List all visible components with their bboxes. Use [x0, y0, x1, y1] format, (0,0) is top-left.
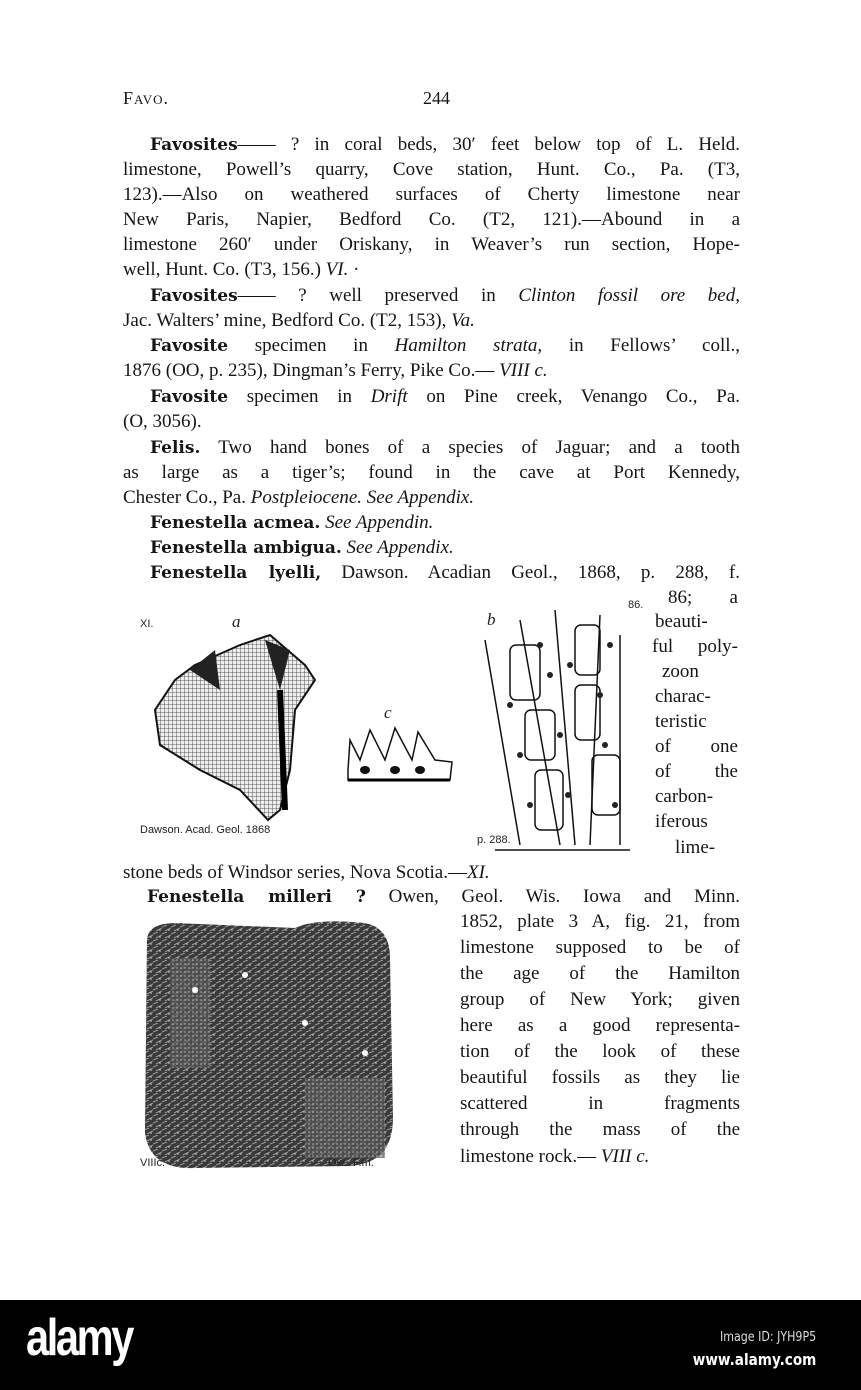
text-line	[150, 435, 740, 461]
text-run: 123).—Also on weathered surfaces of Cherty limestone near	[123, 184, 740, 205]
text-line	[123, 308, 740, 334]
text-line	[123, 257, 740, 283]
entry-term: Felis.	[150, 438, 201, 458]
page-number: 244	[423, 88, 450, 108]
fan-fossil-illustration	[140, 620, 340, 830]
watermark-url[interactable]: www.alamy.com	[692, 1350, 816, 1369]
text-line	[150, 510, 740, 536]
text-run: (O, 3056).	[123, 411, 202, 432]
text-line	[460, 987, 740, 1013]
figure-label-left: VIIIc.	[140, 1157, 166, 1169]
figure-label-b: b	[487, 610, 496, 629]
text-line	[150, 283, 740, 309]
italic-text: Va.	[451, 310, 475, 331]
text-run: —— ? in coral beds, 30′ feet below top of L. Held.	[237, 134, 740, 155]
text-line	[655, 609, 738, 635]
page-reference: p. 288.	[477, 834, 511, 846]
text-line	[460, 1091, 740, 1117]
text-line	[460, 935, 740, 961]
text-run: the age of the Hamilton	[460, 963, 740, 984]
text-run: Chester Co., Pa.	[123, 487, 251, 508]
text-line	[655, 709, 738, 735]
text-line	[460, 1144, 740, 1170]
text-run: group of New York; given	[460, 989, 740, 1010]
text-run: Jac. Walters’ mine, Bedford Co. (T2, 153),	[123, 310, 452, 331]
text-run: charac-	[655, 686, 711, 707]
text-run: ·	[348, 259, 360, 280]
text-run: specimen in	[228, 335, 395, 356]
italic-text: Clinton fossil ore bed,	[518, 285, 740, 306]
text-line	[123, 485, 740, 511]
text-run: specimen in	[228, 386, 371, 407]
text-line	[460, 1117, 740, 1143]
figure-label-right: Ow. F.m.	[328, 1157, 374, 1169]
entry-term: Favosites	[150, 135, 238, 155]
text-run: on Pine creek, Venango Co., Pa.	[407, 386, 741, 407]
text-line	[460, 1039, 740, 1065]
italic-text: See Appendix.	[346, 537, 454, 558]
text-run: of one	[655, 736, 738, 757]
text-run: beautiful fossils as they lie	[460, 1067, 740, 1088]
text-run: lime-	[675, 837, 716, 858]
running-head: Favo.	[123, 88, 169, 108]
text-run: —— ? well preserved in	[237, 285, 519, 306]
text-run: stone beds of Windsor series, Nova Scotia.—	[123, 862, 467, 883]
italic-text: VIII c.	[600, 1146, 650, 1167]
italic-text: Hamilton strata,	[394, 335, 543, 356]
text-line	[123, 232, 740, 258]
italic-text: Postpleiocene. See Appendix.	[250, 487, 475, 508]
polyzoon-branch-illustration	[480, 605, 645, 855]
text-line	[675, 835, 740, 861]
text-line	[662, 659, 730, 685]
text-run: zoon	[662, 661, 699, 682]
figure-label-c: c	[384, 703, 392, 722]
entry-term: Favosite	[150, 336, 229, 356]
text-run: tion of the look of these	[460, 1041, 740, 1062]
text-line	[150, 384, 740, 410]
text-run: limestone rock.—	[460, 1146, 601, 1167]
text-line	[123, 860, 740, 886]
text-line	[123, 207, 740, 233]
text-run: limestone supposed to be of	[460, 937, 740, 958]
text-run: 86; a	[668, 587, 738, 608]
text-run: 1876 (OO, p. 235), Dingman’s Ferry, Pike Co.—	[123, 360, 500, 381]
text-line	[123, 157, 740, 183]
alamy-logo: alamy	[26, 1309, 132, 1367]
text-line	[150, 560, 740, 586]
text-line	[460, 961, 740, 987]
text-line	[123, 358, 740, 384]
text-run: limestone 260′ under Oriskany, in Weaver’s run section, Hope-	[123, 234, 740, 255]
text-line	[147, 884, 740, 910]
entry-term: Fenestella lyelli,	[150, 563, 322, 583]
text-line	[652, 634, 738, 660]
text-run: Dawson. Acadian Geol., 1868, p. 288, f.	[321, 562, 740, 583]
text-line	[460, 909, 740, 935]
text-line	[123, 460, 740, 486]
entry-term: Fenestella acmea.	[150, 513, 321, 533]
text-line	[655, 734, 738, 760]
rock-specimen-photo	[135, 918, 397, 1174]
text-run: New Paris, Napier, Bedford Co. (T2, 121).—Abound in a	[123, 209, 740, 230]
text-line	[460, 1065, 740, 1091]
text-run: in Fellows’ coll.,	[542, 335, 741, 356]
italic-text: See Appendin.	[325, 512, 434, 533]
text-line	[668, 585, 738, 611]
italic-text: VI.	[325, 259, 349, 280]
plate-label: XI.	[140, 618, 154, 630]
figure-label-a: a	[232, 612, 241, 631]
italic-text: VIII c.	[499, 360, 548, 381]
text-run: Owen, Geol. Wis. Iowa and Minn.	[365, 886, 740, 907]
text-line	[655, 684, 738, 710]
text-line	[655, 759, 738, 785]
text-run: teristic	[655, 711, 707, 732]
text-run: iferous	[655, 811, 708, 832]
image-id: Image ID: JYH9P5	[719, 1330, 816, 1345]
text-run: scattered in fragments	[460, 1093, 740, 1114]
text-run: ful poly-	[652, 636, 738, 657]
entry-term: Fenestella milleri ?	[147, 887, 366, 907]
text-line	[123, 182, 740, 208]
figure-credit: Dawson. Acad. Geol. 1868	[140, 824, 271, 836]
watermark-bar	[0, 1300, 861, 1390]
text-run: beauti-	[655, 611, 708, 632]
text-run: 1852, plate 3 A, fig. 21, from	[460, 911, 740, 932]
figure-number: 86.	[628, 599, 644, 611]
text-run: well, Hunt. Co. (T3, 156.)	[123, 259, 326, 280]
italic-text: XI.	[467, 862, 490, 883]
spine-section-illustration	[340, 720, 460, 785]
text-line	[150, 132, 740, 158]
text-run: limestone, Powell’s quarry, Cove station, Hunt. Co., Pa. (T3,	[123, 159, 740, 180]
text-run: here as a good representa-	[460, 1015, 740, 1036]
text-run: as large as a tiger’s; found in the cave at Port Kennedy,	[123, 462, 740, 483]
text-line	[655, 784, 738, 810]
text-run: through the mass of the	[460, 1119, 740, 1140]
entry-term: Fenestella ambigua.	[150, 538, 342, 558]
text-line	[123, 409, 740, 435]
text-line	[150, 535, 740, 561]
text-line	[150, 333, 740, 359]
entry-term: Favosites	[150, 286, 238, 306]
text-run: Two hand bones of a species of Jaguar; and a tooth	[200, 437, 740, 458]
text-run: carbon-	[655, 786, 714, 807]
italic-text: Drift	[370, 386, 408, 407]
text-line	[655, 809, 738, 835]
entry-term: Favosite	[150, 387, 229, 407]
text-run: of the	[655, 761, 738, 782]
text-line	[460, 1013, 740, 1039]
